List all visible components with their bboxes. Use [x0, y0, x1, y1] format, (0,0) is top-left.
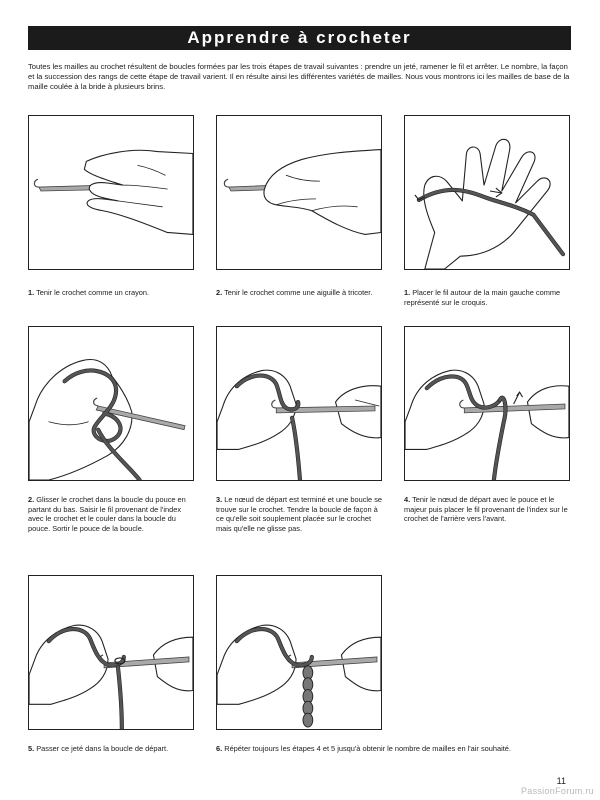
caption-step-1: 1. Tenir le crochet comme un crayon.: [28, 288, 150, 297]
illustration-hold-knitting-needle: [216, 115, 382, 270]
page-title: Apprendre à crocheter: [28, 26, 571, 50]
illustration-chain-stitches: [216, 575, 382, 730]
caption-step-4: 2. Glisser le crochet dans la boucle du pouce en partant du bas. Saisir le fil provenant de l'index avec le crochet et le couler dans la boucle du pouce. Sortir le pouce de la boucle.: [28, 495, 186, 533]
illustration-slip-knot-finished: [216, 326, 382, 481]
caption-step-3: 1. Placer le fil autour de la main gauche comme représenté sur le croquis.: [404, 288, 561, 307]
illustration-hold-pencil: [28, 115, 194, 270]
caption-step-8: 6. Répéter toujours les étapes 4 et 5 jusqu'à obtenir le nombre de mailles en l'air souhaité.: [216, 744, 511, 753]
caption-step-7: 5. Passer ce jeté dans la boucle de départ.: [28, 744, 169, 753]
caption-step-2: 2. Tenir le crochet comme une aiguille à tricoter.: [216, 288, 373, 297]
illustration-slip-knot-start: [28, 326, 194, 481]
caption-step-5: 3. Le nœud de départ est terminé et une boucle se trouve sur le crochet. Tendre la boucle de façon à ce qu'elle soit souplement placée sur le crochet mais qu'elle ne glisse pas.: [216, 495, 382, 533]
page-number: 11: [556, 776, 566, 786]
watermark: PassionForum.ru: [520, 786, 594, 796]
caption-step-6: 4. Tenir le nœud de départ avec le pouce et le majeur puis placer le fil provenant de l'index sur le crochet de l'arrière vers l'avant.: [404, 495, 568, 524]
illustration-yarn-around-hand: [404, 115, 570, 270]
illustration-yarn-over-back-to-front: [404, 326, 570, 481]
illustration-pull-through-loop: [28, 575, 194, 730]
intro-paragraph: Toutes les mailles au crochet résultent de boucles formées par les trois étapes de travail suivantes : prendre un jeté, ramener le fil et arrêter. Le nombre, la façon et la succession des rangs de cette étape de travail varient. Il en résulte ainsi les différentes variétés de mailles. Nous vous montrons ici les mailles de base de la maille coulée à la bride à plusieurs brins.: [28, 62, 570, 91]
